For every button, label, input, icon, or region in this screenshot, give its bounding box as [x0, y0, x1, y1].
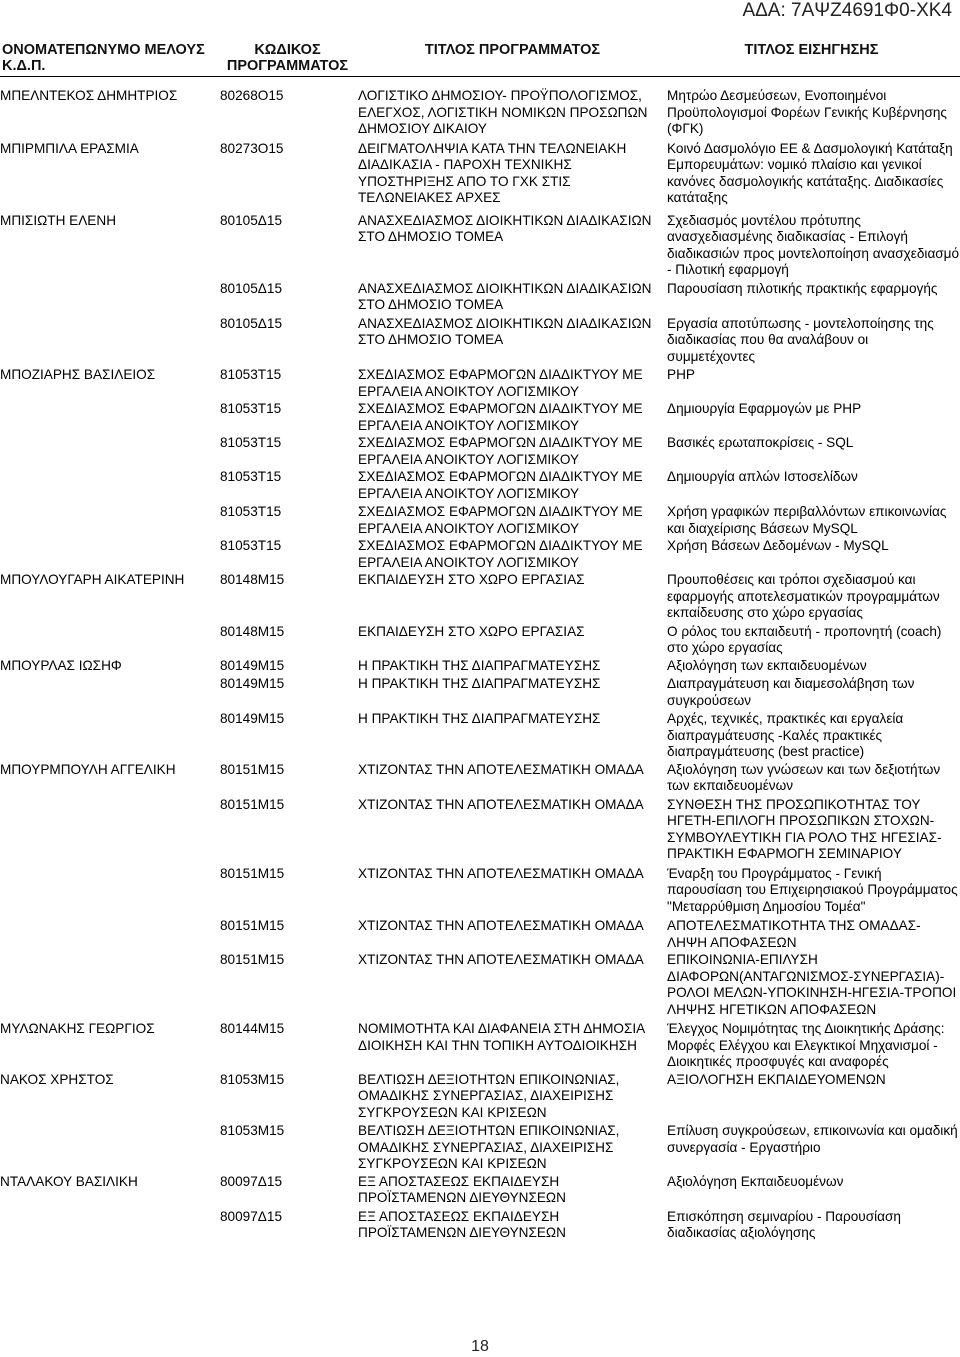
code-cell: 80105Δ15 [220, 212, 283, 228]
code-cell: 80151Μ15 [220, 865, 285, 881]
code-cell: 80151Μ15 [220, 796, 285, 812]
program-cell: ΔΕΙΓΜΑΤΟΛΗΨΙΑ ΚΑΤΑ ΤΗΝ ΤΕΛΩΝΕΙΑΚΗ ΔΙΑΔΙΚΑΣΙΑ - ΠΑΡΟΧΗ ΤΕΧΝΙΚΗΣ ΥΠΟΣΤΗΡΙΞΗΣ ΑΠΟ ΤΟ ΓΧΚ ΣΤΙΣ ΤΕΛΩΝΕΙΑΚΕΣ ΑΡΧΕΣ [358, 140, 627, 205]
table-row [0, 918, 960, 952]
program-cell: ΣΧΕΔΙΑΣΜΟΣ ΕΦΑΡΜΟΓΩΝ ΔΙΑΔΙΚΤΥΟΥ ΜΕ ΕΡΓΑΛΕΙΑ ΑΝΟΙΚΤΟΥ ΛΟΓΙΣΜΙΚΟΥ [358, 401, 643, 433]
lecture-cell: PHP [667, 367, 695, 382]
name-cell: ΜΠΟΖΙΑΡΗΣ ΒΑΣΙΛΕΙΟΣ [0, 367, 156, 382]
lecture-cell: Παρουσίαση πιλοτικής πρακτικής εφαρμογής [667, 280, 938, 296]
lecture-cell: Σχεδιασμός μοντέλου πρότυπης ανασχεδιασμένης διαδικασίας - Επιλογή διαδικασιών προς μοντελοποίηση ανασχεδιασμό - Πιλοτική εφαρμογή [667, 212, 960, 277]
name-cell [0, 711, 220, 762]
code-cell: 80149Μ15 [220, 676, 285, 691]
program-cell: ΕΚΠΑΙΔΕΥΣΗ ΣΤΟ ΧΩΡΟ ΕΡΓΑΣΙΑΣ [358, 623, 585, 639]
name-cell [0, 538, 220, 572]
name-cell: ΜΠΙΡΜΠΙΛΑ ΕΡΑΣΜΙΑ [0, 140, 139, 156]
header-code: ΚΩΔΙΚΟΣ ΠΡΟΓΡΑΜΜΑΤΟΣ [226, 42, 349, 74]
page-number: 18 [471, 1338, 489, 1355]
program-cell: ΕΞ ΑΠΟΣΤΑΣΕΩΣ ΕΚΠΑΙΔΕΥΣΗ ΠΡΟΪΣΤΑΜΕΝΩΝ ΔΙΕΥΘΥΝΣΕΩΝ [358, 1208, 566, 1240]
lecture-cell: Διαπραγμάτευση και διαμεσολάβηση των συγκρούσεων [667, 676, 915, 708]
table-row [0, 572, 960, 624]
name-cell: ΝΤΑΛΑΚΟΥ ΒΑΣΙΛΙΚΗ [0, 1173, 138, 1189]
header-name: ΟΝΟΜΑΤΕΠΩΝΥΜΟ ΜΕΛΟΥΣ Κ.Δ.Π. [2, 42, 205, 74]
code-cell: 80273Ο15 [220, 140, 284, 156]
program-cell: ΑΝΑΣΧΕΔΙΑΣΜΟΣ ΔΙΟΙΚΗΤΙΚΩΝ ΔΙΑΔΙΚΑΣΙΩΝ ΣΤΟ ΔΗΜΟΣΙΟ ΤΟΜΕΑ [358, 315, 652, 347]
program-cell: ΕΞ ΑΠΟΣΤΑΣΕΩΣ ΕΚΠΑΙΔΕΥΣΗ ΠΡΟΪΣΤΑΜΕΝΩΝ ΔΙΕΥΘΥΝΣΕΩΝ [358, 1173, 566, 1205]
name-cell: ΜΠΟΥΛΟΥΓΑΡΗ ΑΙΚΑΤΕΡΙΝΗ [0, 572, 185, 587]
name-cell [0, 797, 220, 866]
program-cell: ΧΤΙΖΟΝΤΑΣ ΤΗΝ ΑΠΟΤΕΛΕΣΜΑΤΙΚΗ ΟΜΑΔΑ [358, 796, 644, 812]
code-cell: 80149Μ15 [220, 711, 285, 726]
lecture-cell: ΕΠΙΚΟΙΝΩΝΙΑ-ΕΠΙΛΥΣΗ ΔΙΑΦΟΡΩΝ(ΑΝΤΑΓΩΝΙΣΜΟΣ-ΣΥΝΕΡΓΑΣΙΑ)-ΡΟΛΟΙ ΜΕΛΩΝ-ΥΠΟΚΙΝΗΣΗ-ΗΓΕΣΙΑ-ΤΡΟΠΟΙ ΛΗΨΗΣ ΗΓΕΤΙΚΩΝ ΑΠΟΦΑΣΕΩΝ [667, 952, 957, 1017]
name-cell: ΜΠΟΥΡΛΑΣ ΙΩΣΗΦ [0, 657, 122, 673]
table-row [0, 658, 960, 677]
name-cell: ΜΥΛΩΝΑΚΗΣ ΓΕΩΡΓΙΟΣ [0, 1021, 155, 1036]
code-cell: 81053Τ15 [220, 469, 282, 484]
code-cell: 80105Δ15 [220, 280, 283, 296]
code-cell: 80144Μ15 [220, 1021, 285, 1036]
lecture-cell: Ο ρόλος του εκπαιδευτή - προπονητή (coach) στο χώρο εργασίας [667, 623, 942, 655]
name-cell [0, 1123, 220, 1174]
table-row [0, 88, 960, 141]
name-cell: ΜΠΙΣΙΩΤΗ ΕΛΕΝΗ [0, 212, 117, 228]
lecture-cell: ΣΥΝΘΕΣΗ ΤΗΣ ΠΡΟΣΩΠΙΚΟΤΗΤΑΣ ΤΟΥ ΗΓΕΤΗ-ΕΠΙΛΟΓΗ ΠΡΟΣΩΠΙΚΩΝ ΣΤΟΧΩΝ-ΣΥΜΒΟΥΛΕΥΤΙΚΗ ΓΙΑ ΡΟΛΟ ΤΗΣ ΗΓΕΣΙΑΣ-ΠΡΑΚΤΙΚΗ ΕΦΑΡΜΟΓΗ ΣΕΜΙΝΑΡΙΟΥ [667, 796, 942, 861]
code-cell: 80151Μ15 [220, 761, 285, 777]
table-row [0, 952, 960, 1021]
name-cell [0, 504, 220, 538]
code-cell: 81053Τ15 [220, 435, 282, 450]
lecture-cell: Αρχές, τεχνικές, πρακτικές και εργαλεία διαπραγμάτευσης -Καλές πρακτικές διαπραγμάτευσης (best practice) [667, 711, 904, 759]
name-cell [0, 281, 220, 316]
table-row [0, 762, 960, 797]
table-row [0, 1021, 960, 1072]
table-row [0, 213, 960, 281]
lecture-cell: Δημιουργία απλών Ιστοσελίδων [667, 469, 858, 484]
program-cell: Η ΠΡΑΚΤΙΚΗ ΤΗΣ ΔΙΑΠΡΑΓΜΑΤΕΥΣΗΣ [358, 657, 601, 673]
name-cell [0, 316, 220, 368]
lecture-cell: Έναρξη του Προγράμματος - Γενική παρουσίαση του Επιχειρησιακού Προγράμματος "Μεταρρύθμιση Δημοσίου Τομέα" [667, 865, 958, 914]
program-cell: ΒΕΛΤΙΩΣΗ ΔΕΞΙΟΤΗΤΩΝ ΕΠΙΚΟΙΝΩΝΙΑΣ, ΟΜΑΔΙΚΗΣ ΣΥΝΕΡΓΑΣΙΑΣ, ΔΙΑΧΕΙΡΙΣΗΣ ΣΥΓΚΡΟΥΣΕΩΝ ΚΑΙ ΚΡΙΣΕΩΝ [358, 1071, 620, 1120]
table-row [0, 711, 960, 762]
name-cell [0, 401, 220, 435]
program-cell: ΣΧΕΔΙΑΣΜΟΣ ΕΦΑΡΜΟΓΩΝ ΔΙΑΔΙΚΤΥΟΥ ΜΕ ΕΡΓΑΛΕΙΑ ΑΝΟΙΚΤΟΥ ΛΟΓΙΣΜΙΚΟΥ [358, 469, 643, 501]
lecture-cell: Προυποθέσεις και τρόποι σχεδιασμού και εφαρμογής αποτελεσματικών προγραμμάτων εκπαίδευσης στο χώρο εργασίας [667, 572, 940, 620]
table-body [0, 88, 960, 1243]
program-cell: ΧΤΙΖΟΝΤΑΣ ΤΗΝ ΑΠΟΤΕΛΕΣΜΑΤΙΚΗ ΟΜΑΔΑ [358, 952, 644, 967]
lecture-cell: Επισκόπηση σεμιναρίου - Παρουσίαση διαδικασίας αξιολόγησης [667, 1208, 901, 1240]
lecture-cell: Κοινό Δασμολόγιο ΕΕ & Δασμολογική Κατάταξη Εμπορευμάτων: νομικό πλαίσιο και γενικοί κανόνες δασμολογικής κατάταξης. Διαδικασίες κατάταξης [667, 140, 953, 205]
lecture-cell: Βασικές ερωταποκρίσεις - SQL [667, 435, 854, 450]
program-cell: Η ΠΡΑΚΤΙΚΗ ΤΗΣ ΔΙΑΠΡΑΓΜΑΤΕΥΣΗΣ [358, 711, 601, 726]
table-row [0, 401, 960, 435]
lecture-cell: Επίλυση συγκρούσεων, επικοινωνία και ομαδική συνεργασία - Εργαστήριο [667, 1123, 958, 1155]
name-cell [0, 1209, 220, 1243]
ada-identifier: ΑΔΑ: 7ΑΨΖ4691Φ0-ΧΚ4 [742, 0, 952, 21]
code-cell: 80097Δ15 [220, 1173, 283, 1189]
code-cell: 81053Τ15 [220, 401, 282, 416]
lecture-cell: Χρήση γραφικών περιβαλλόντων επικοινωνίας και διαχείρισης Βάσεων MySQL [667, 504, 947, 536]
name-cell: ΜΠΟΥΡΜΠΟΥΛΗ ΑΓΓΕΛΙΚΗ [0, 761, 176, 777]
code-cell: 81053Τ15 [220, 538, 282, 553]
table-header [0, 42, 960, 77]
program-cell: ΛΟΓΙΣΤΙΚΟ ΔΗΜΟΣΙΟΥ- ΠΡΟΫΠΟΛΟΓΙΣΜΟΣ, ΕΛΕΓΧΟΣ, ΛΟΓΙΣΤΙΚΗ ΝΟΜΙΚΩΝ ΠΡΟΣΩΠΩΝ ΔΗΜΟΣΙΟΥ ΔΙΚΑΙΟΥ [358, 88, 648, 136]
name-cell [0, 918, 220, 952]
code-cell: 81053Τ15 [220, 504, 282, 519]
name-cell [0, 676, 220, 711]
table-row [0, 1072, 960, 1124]
lecturers-table [0, 88, 960, 1243]
table-row [0, 469, 960, 504]
code-cell: 80149Μ15 [220, 657, 285, 673]
header-program: ΤΙΤΛΟΣ ΠΡΟΓΡΑΜΜΑΤΟΣ [424, 42, 601, 58]
code-cell: 80097Δ15 [220, 1208, 283, 1224]
lecture-cell: ΑΠΟΤΕΛΕΣΜΑΤΙΚΟΤΗΤΑ ΤΗΣ ΟΜΑΔΑΣ-ΛΗΨΗ ΑΠΟΦΑΣΕΩΝ [667, 918, 921, 950]
lecture-cell: ΑΞΙΟΛΟΓΗΣΗ ΕΚΠΑΙΔΕΥΟΜΕΝΩΝ [667, 1071, 886, 1087]
lecture-cell: Μητρώο Δεσμεύσεων, Ενοποιημένοι Προϋπολογισμοί Φορέων Γενικής Κυβέρνησης (ΦΓΚ) [667, 88, 947, 136]
lecture-cell: Αξιολόγηση Εκπαιδευομένων [667, 1173, 844, 1189]
program-cell: ΣΧΕΔΙΑΣΜΟΣ ΕΦΑΡΜΟΓΩΝ ΔΙΑΔΙΚΤΥΟΥ ΜΕ ΕΡΓΑΛΕΙΑ ΑΝΟΙΚΤΟΥ ΛΟΓΙΣΜΙΚΟΥ [358, 538, 643, 570]
lecture-cell: Δημιουργία Εφαρμογών με PHP [667, 401, 862, 416]
lecture-cell: Χρήση Βάσεων Δεδομένων - MySQL [667, 538, 889, 553]
name-cell: ΜΠΕΛΝΤΕΚΟΣ ΔΗΜΗΤΡΙΟΣ [0, 88, 178, 103]
table-row [0, 141, 960, 213]
program-cell: ΑΝΑΣΧΕΔΙΑΣΜΟΣ ΔΙΟΙΚΗΤΙΚΩΝ ΔΙΑΔΙΚΑΣΙΩΝ ΣΤΟ ΔΗΜΟΣΙΟ ΤΟΜΕΑ [358, 212, 652, 244]
program-cell: ΣΧΕΔΙΑΣΜΟΣ ΕΦΑΡΜΟΓΩΝ ΔΙΑΔΙΚΤΥΟΥ ΜΕ ΕΡΓΑΛΕΙΑ ΑΝΟΙΚΤΟΥ ΛΟΓΙΣΜΙΚΟΥ [358, 367, 643, 399]
table-row [0, 1174, 960, 1209]
code-cell: 81053Μ15 [220, 1123, 285, 1138]
table-row [0, 281, 960, 316]
program-cell: ΧΤΙΖΟΝΤΑΣ ΤΗΝ ΑΠΟΤΕΛΕΣΜΑΤΙΚΗ ΟΜΑΔΑ [358, 761, 644, 777]
table-row [0, 435, 960, 469]
table-row [0, 866, 960, 919]
table-row [0, 538, 960, 572]
name-cell [0, 469, 220, 504]
table-row [0, 797, 960, 866]
lecture-cell: Έλεγχος Νομιμότητας της Διοικητικής Δράσης: Μορφές Ελέγχου και Ελεγκτικοί Μηχανισμοί - Διοικητικές προσφυγές και αναφορές [667, 1021, 945, 1069]
program-cell: ΧΤΙΖΟΝΤΑΣ ΤΗΝ ΑΠΟΤΕΛΕΣΜΑΤΙΚΗ ΟΜΑΔΑ [358, 865, 644, 881]
header-lecture: ΤΙΤΛΟΣ ΕΙΣΗΓΗΣΗΣ [744, 42, 879, 58]
program-cell: ΕΚΠΑΙΔΕΥΣΗ ΣΤΟ ΧΩΡΟ ΕΡΓΑΣΙΑΣ [358, 572, 585, 587]
table-row [0, 316, 960, 368]
program-cell: ΑΝΑΣΧΕΔΙΑΣΜΟΣ ΔΙΟΙΚΗΤΙΚΩΝ ΔΙΑΔΙΚΑΣΙΩΝ ΣΤΟ ΔΗΜΟΣΙΟ ΤΟΜΕΑ [358, 280, 652, 312]
code-cell: 80151Μ15 [220, 952, 285, 967]
code-cell: 80148Μ15 [220, 623, 285, 639]
code-cell: 80148Μ15 [220, 572, 285, 587]
code-cell: 81053Τ15 [220, 367, 282, 382]
table-row [0, 1209, 960, 1243]
name-cell [0, 435, 220, 469]
table-row [0, 1123, 960, 1174]
table-row [0, 624, 960, 658]
name-cell [0, 952, 220, 1021]
table-row [0, 367, 960, 401]
program-cell: Η ΠΡΑΚΤΙΚΗ ΤΗΣ ΔΙΑΠΡΑΓΜΑΤΕΥΣΗΣ [358, 676, 601, 691]
header-rule [0, 76, 960, 77]
name-cell [0, 624, 220, 658]
code-cell: 80268Ο15 [220, 88, 284, 103]
lecture-cell: Αξιολόγηση των γνώσεων και των δεξιοτήτων των εκπαιδευομένων [667, 761, 941, 793]
code-cell: 81053Μ15 [220, 1071, 285, 1087]
code-cell: 80151Μ15 [220, 918, 285, 933]
program-cell: ΣΧΕΔΙΑΣΜΟΣ ΕΦΑΡΜΟΓΩΝ ΔΙΑΔΙΚΤΥΟΥ ΜΕ ΕΡΓΑΛΕΙΑ ΑΝΟΙΚΤΟΥ ΛΟΓΙΣΜΙΚΟΥ [358, 435, 643, 467]
program-cell: ΧΤΙΖΟΝΤΑΣ ΤΗΝ ΑΠΟΤΕΛΕΣΜΑΤΙΚΗ ΟΜΑΔΑ [358, 918, 644, 933]
code-cell: 80105Δ15 [220, 315, 283, 331]
program-cell: ΒΕΛΤΙΩΣΗ ΔΕΞΙΟΤΗΤΩΝ ΕΠΙΚΟΙΝΩΝΙΑΣ, ΟΜΑΔΙΚΗΣ ΣΥΝΕΡΓΑΣΙΑΣ, ΔΙΑΧΕΙΡΙΣΗΣ ΣΥΓΚΡΟΥΣΕΩΝ ΚΑΙ ΚΡΙΣΕΩΝ [358, 1123, 620, 1171]
program-cell: ΣΧΕΔΙΑΣΜΟΣ ΕΦΑΡΜΟΓΩΝ ΔΙΑΔΙΚΤΥΟΥ ΜΕ ΕΡΓΑΛΕΙΑ ΑΝΟΙΚΤΟΥ ΛΟΓΙΣΜΙΚΟΥ [358, 504, 643, 536]
lecture-cell: Εργασία αποτύπωσης - μοντελοποίησης της διαδικασίας που θα αναλάβουν οι συμμετέχοντες [667, 315, 934, 364]
table-row [0, 676, 960, 711]
lecture-cell: Αξιολόγηση των εκπαιδευομένων [667, 657, 867, 673]
table-row [0, 504, 960, 538]
name-cell: ΝΑΚΟΣ ΧΡΗΣΤΟΣ [0, 1071, 114, 1087]
name-cell [0, 866, 220, 919]
program-cell: ΝΟΜΙΜΟΤΗΤΑ ΚΑΙ ΔΙΑΦΑΝΕΙΑ ΣΤΗ ΔΗΜΟΣΙΑ ΔΙΟΙΚΗΣΗ ΚΑΙ ΤΗΝ ΤΟΠΙΚΗ ΑΥΤΟΔΙΟΙΚΗΣΗ [358, 1021, 645, 1053]
